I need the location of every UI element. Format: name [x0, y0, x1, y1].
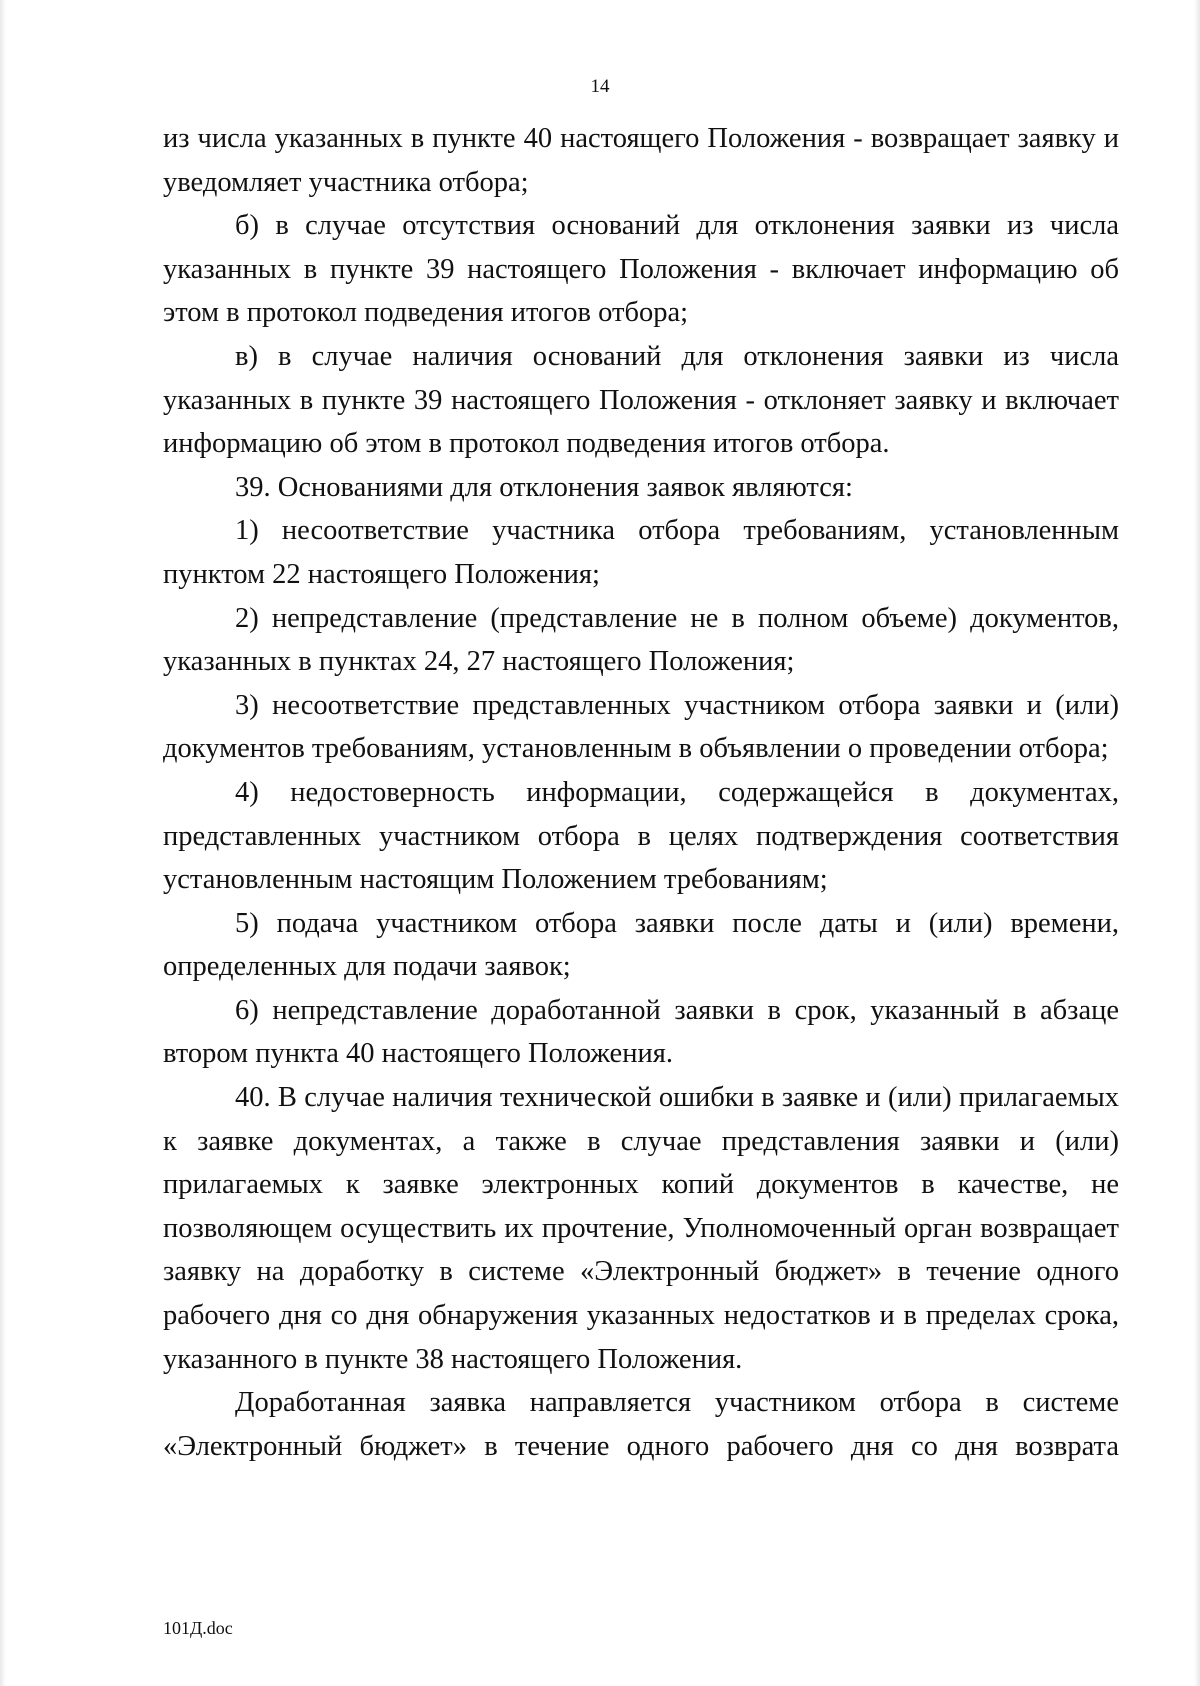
scan-edge-left — [0, 0, 6, 1686]
paragraph-item-3: 3) несоответствие представленных участником отбора заявки и (или) документов требованиям, установленным в объявлении о проведении отбора; — [163, 689, 1119, 765]
footer-filename: 101Д.doc — [163, 1618, 233, 1638]
page-number: 14 — [590, 76, 610, 97]
document-body — [163, 117, 1119, 1468]
paragraph-continuation: из числа указанных в пункте 40 настоящего Положения - возвращает заявку и уведомляет участника отбора; — [163, 123, 1119, 198]
paragraph-item-4: 4) недостоверность информации, содержащейся в документах, представленных участником отбора в целях подтверждения соответствия установленным настоящим Положением требованиям; — [163, 776, 1119, 896]
paragraph-item-b: б) в случае отсутствия оснований для отклонения заявки из числа указанных в пункте 39 настоящего Положения - включает информацию об этом в протокол подведения итогов отбора; — [163, 210, 1119, 329]
paragraph-item-6: 6) непредставление доработанной заявки в срок, указанный в абзаце втором пункта 40 настоящего Положения. — [163, 994, 1119, 1070]
paragraph-section-39: 39. Основаниями для отклонения заявок являются: — [235, 471, 853, 503]
scan-edge-right — [1194, 0, 1200, 1686]
paragraph-item-2: 2) непредставление (представление не в полном объеме) документов, указанных в пунктах 24, 27 настоящего Положения; — [163, 602, 1119, 678]
paragraph-revised-application: Доработанная заявка направляется участником отбора в системе «Электронный бюджет» в течение одного рабочего дня со дня возврата — [163, 1387, 1119, 1462]
paragraph-section-40: 40. В случае наличия технической ошибки в заявке и (или) прилагаемых к заявке документах, а также в случае представления заявки и (или) прилагаемых к заявке электронных копий документов в качестве, не позволяющем осуществить их прочтение, Уполномоченный орган возвращает заявку на доработку в системе «Электронный бюджет» в течение одного рабочего дня со дня обнаружения указанных недостатков и в пределах срока, указанного в пункте 38 настоящего Положения. — [163, 1082, 1119, 1375]
paragraph-item-5: 5) подача участником отбора заявки после даты и (или) времени, определенных для подачи заявок; — [163, 907, 1119, 983]
paragraph-item-1: 1) несоответствие участника отбора требованиям, установленным пунктом 22 настоящего Положения; — [163, 515, 1119, 590]
paragraph-item-v: в) в случае наличия оснований для отклонения заявки из числа указанных в пункте 39 настоящего Положения - отклоняет заявку и включает информацию об этом в протокол подведения итогов отбора. — [163, 340, 1119, 460]
